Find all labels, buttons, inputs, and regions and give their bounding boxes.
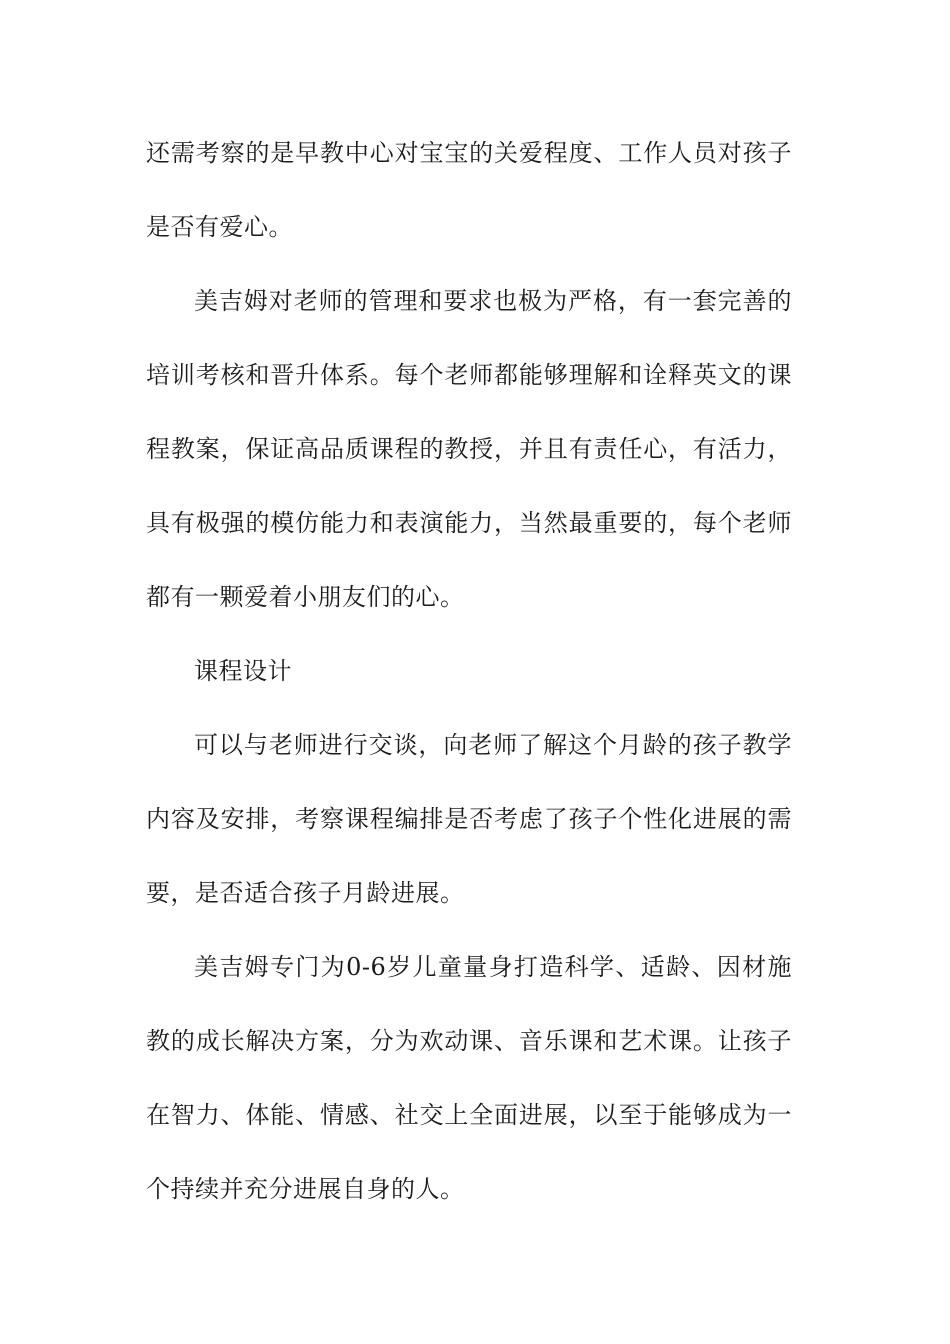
paragraph-continuation: 还需考察的是早教中心对宝宝的关爱程度、工作人员对孩子是否有爱心。 <box>146 139 792 241</box>
paragraph-teacher-management: 美吉姆对老师的管理和要求也极为严格，有一套完善的培训考核和晋升体系。每个老师都能够理解和诠释英文的课程教案，保证高品质课程的教授，并且有责任心，有活力，具有极强的模仿能力和表演能力，当然最重要的，每个老师都有一颗爱着小朋友们的心。 <box>146 287 792 611</box>
paragraph-talk-with-teacher: 可以与老师进行交谈，向老师了解这个月龄的孩子教学内容及安排，考察课程编排是否考虑了孩子个性化进展的需要，是否适合孩子月龄进展。 <box>146 731 792 907</box>
paragraph-course-solution: 美吉姆专门为0-6岁儿童量身打造科学、适龄、因材施教的成长解决方案，分为欢动课、音乐课和艺术课。让孩子在智力、体能、情感、社交上全面进展，以至于能够成为一个持续并充分进展自身的人。 <box>146 953 792 1203</box>
document-body <box>146 116 792 1226</box>
section-heading-course-design: 课程设计 <box>194 657 292 685</box>
